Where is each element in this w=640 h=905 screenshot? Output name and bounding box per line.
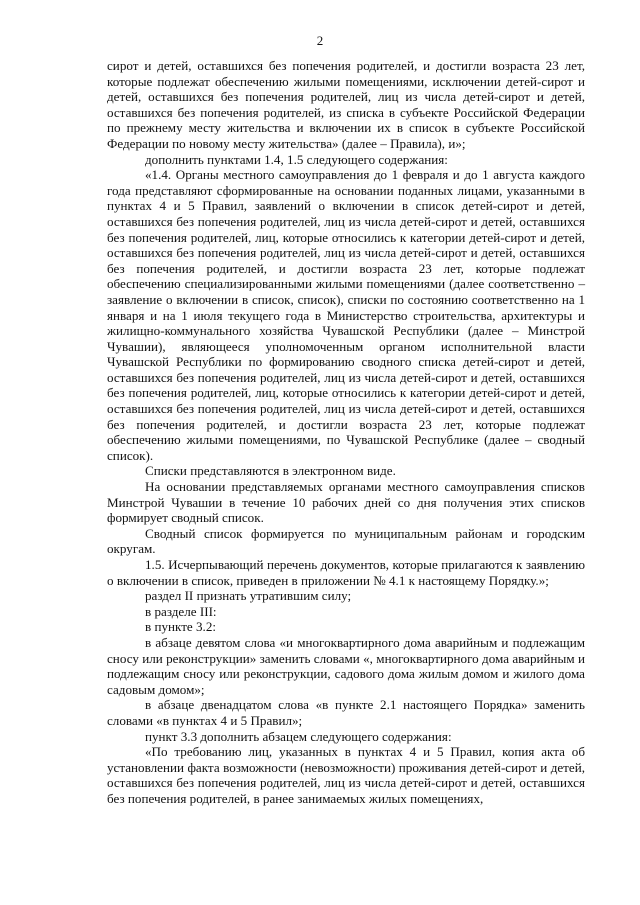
- paragraph: в пункте 3.2:: [145, 619, 217, 635]
- paragraph: в разделе III:: [145, 603, 217, 619]
- document-body: [107, 58, 585, 807]
- paragraph: пункт 3.3 дополнить абзацем следующего содержания:: [145, 728, 452, 744]
- paragraph: На основании представляемых органами местного самоуправления списков Минстрой Чувашии в течение 10 рабочих дней со дня получения этих списков формирует сводный список.: [107, 479, 585, 526]
- paragraph: в абзаце девятом слова «и многоквартирного дома аварийным и подлежащим сносу или реконструкции» заменить словами «, многоквартирного дома аварийным и подлежащим сносу или реконструкции, садового дома жилым домом и жилого дома садовым домом»;: [107, 634, 585, 697]
- paragraph: в абзаце двенадцатом слова «в пункте 2.1 настоящего Порядка» заменить словами «в пунктах 4 и 5 Правил»;: [107, 697, 585, 728]
- paragraph: «1.4. Органы местного самоуправления до 1 февраля и до 1 августа каждого года представляют сформированные на основании поданных лицами, указанными в пунктах 4 и 5 Правил, заявлений о включении в список детей-сирот и детей, оставшихся без попечения родителей, лиц из числа детей-сирот и детей, оставшихся без попечения родителей, лиц, которые относились к категории детей-сирот и детей, оставшихся без попечения родителей, лиц из числа детей-сирот и детей, оставшихся без попечения родителей, и достигли возраста 23 лет, которые подлежат обеспечению специализированными жилыми помещениями (далее соответственно – заявление о включении в список, список), списки по состоянию соответственно на 1 января и на 1 июля текущего года в Министерство строительства, архитектуры и жилищно-коммунального хозяйства Чувашской Республики (далее – Минстрой Чувашии), являющееся уполномоченным органом исполнительной власти Чувашской Республики по формированию сводного списка детей-сирот и детей, оставшихся без попечения родителей, лиц из числа детей-сирот и детей, оставшихся без попечения родителей, лиц, которые относились к категории детей-сирот и детей, оставшихся без попечения родителей, лиц из числа детей-сирот и детей, оставшихся без попечения родителей, и достигли возраста 23 лет, которые подлежат обеспечению жилыми помещениями, по Чувашской Республике (далее – сводный список).: [107, 167, 585, 463]
- paragraph-continuation: сирот и детей, оставшихся без попечения родителей, и достигли возраста 23 лет, которые подлежат обеспечению жилыми помещениями, исключении детей-сирот и детей, оставшихся без попечения родителей, лиц из числа детей-сирот и детей, оставшихся без попечения родителей, из списка в субъекте Российской Федерации по прежнему месту жительства и включении их в список в субъекте Российской Федерации по новому месту жительства» (далее – Правила), и»;: [107, 58, 585, 151]
- page-number: 2: [316, 33, 324, 48]
- paragraph: «По требованию лиц, указанных в пунктах 4 и 5 Правил, копия акта об установлении факта возможности (невозможности) проживания детей-сирот и детей, оставшихся без попечения родителей, лиц из числа детей-сирот и детей, оставшихся без попечения родителей, в ранее занимаемых жилых помещениях,: [107, 744, 585, 806]
- paragraph: 1.5. Исчерпывающий перечень документов, которые прилагаются к заявлению о включении в список, приведен в приложении № 4.1 к настоящему Порядку.»;: [107, 557, 585, 588]
- paragraph: Сводный список формируется по муниципальным районам и городским округам.: [107, 525, 585, 557]
- paragraph: Списки представляются в электронном виде.: [145, 463, 396, 479]
- paragraph: раздел II признать утратившим силу;: [145, 588, 352, 604]
- paragraph: дополнить пунктами 1.4, 1.5 следующего содержания:: [145, 151, 448, 167]
